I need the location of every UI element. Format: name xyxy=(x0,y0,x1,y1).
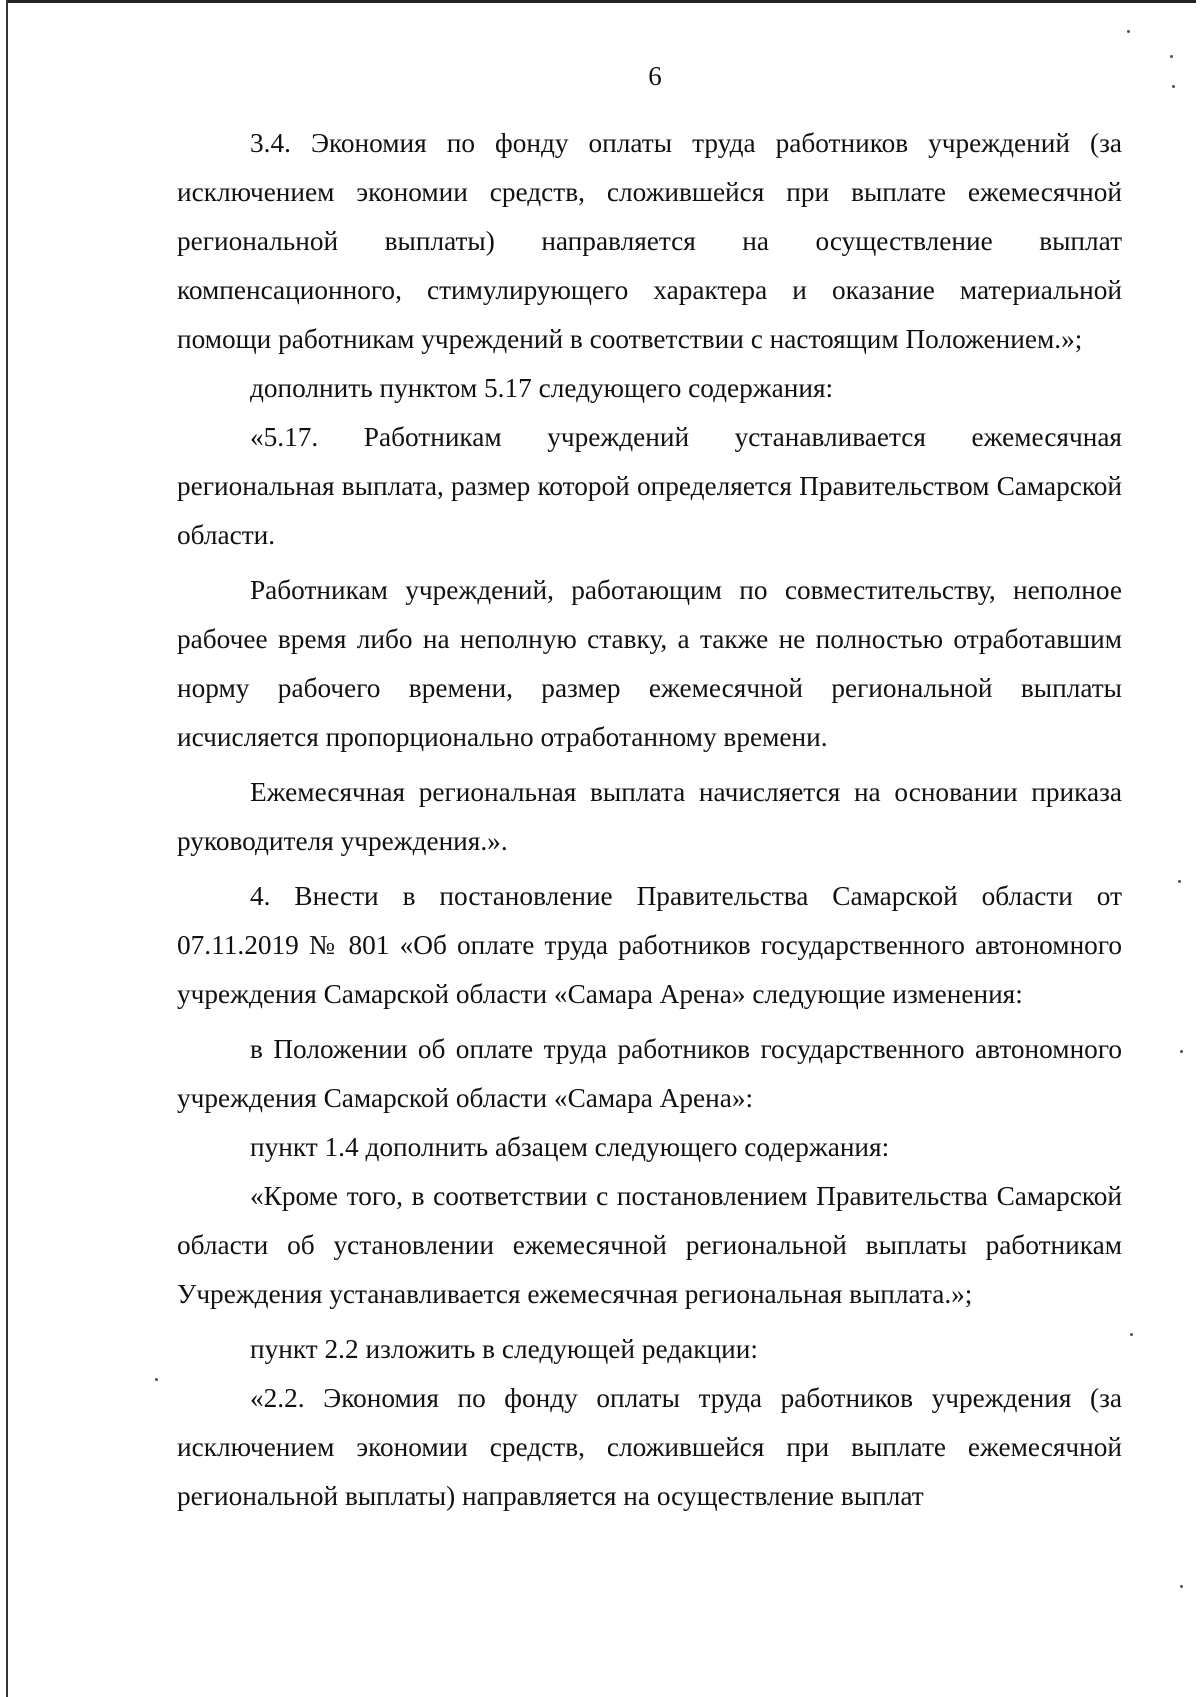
document-body xyxy=(177,119,1122,1521)
scan-speck xyxy=(1180,1050,1183,1053)
scan-speck xyxy=(1127,30,1130,33)
paragraph-part-time: Работникам учреждений, работающим по совместительству, неполное рабочее время либо на неполную ставку, а также не полностью отработавшим норму рабочего времени, размер ежемесячной региональной выплаты исчисляется пропорционально отработанному времени. xyxy=(177,575,1122,752)
paragraph-3-4: 3.4. Экономия по фонду оплаты труда работников учреждений (за исключением экономии средств, сложившейся при выплате ежемесячной региональной выплаты) направляется на осуществление выплат компенсационного, стимулирующего характера и оказание материальной помощи работникам учреждений в соответствии с настоящим Положением.»; xyxy=(177,128,1122,354)
paragraph-besides: «Кроме того, в соответствии с постановлением Правительства Самарской области об установлении ежемесячной региональной выплаты работникам Учреждения устанавливается ежемесячная региональная выплата.»; xyxy=(177,1181,1122,1309)
scan-speck xyxy=(1170,55,1173,58)
paragraph-order: Ежемесячная региональная выплата начисляется на основании приказа руководителя учреждения.». xyxy=(177,777,1122,856)
scan-speck xyxy=(155,1378,158,1381)
paragraph-add-5-17: дополнить пунктом 5.17 следующего содержания: xyxy=(250,373,834,403)
paragraph-2-2: «2.2. Экономия по фонду оплаты труда работников учреждения (за исключением экономии средств, сложившейся при выплате ежемесячной региональной выплаты) направляется на осуществление выплат xyxy=(177,1383,1122,1511)
paragraph-item-1-4: пункт 1.4 дополнить абзацем следующего содержания: xyxy=(250,1132,890,1162)
paragraph-item-2-2: пункт 2.2 изложить в следующей редакции: xyxy=(250,1334,758,1364)
scan-left-edge xyxy=(6,0,8,1697)
scan-speck xyxy=(1130,1333,1133,1336)
scan-speck xyxy=(1180,1585,1183,1588)
paragraph-item-4: 4. Внести в постановление Правительства Самарской области от 07.11.2019 № 801 «Об оплате труда работников государственного автономного учреждения Самарской области «Самара Арена» следующие изменения: xyxy=(177,881,1122,1009)
scan-speck xyxy=(1178,880,1181,883)
paragraph-5-17: «5.17. Работникам учреждений устанавливается ежемесячная региональная выплата, размер которой определяется Правительством Самарской области. xyxy=(177,422,1122,550)
paragraph-regulation: в Положении об оплате труда работников государственного автономного учреждения Самарской области «Самара Арена»: xyxy=(177,1034,1122,1113)
page-number: 6 xyxy=(648,61,662,91)
scan-speck xyxy=(1172,85,1175,88)
scan-top-edge xyxy=(6,0,1196,3)
